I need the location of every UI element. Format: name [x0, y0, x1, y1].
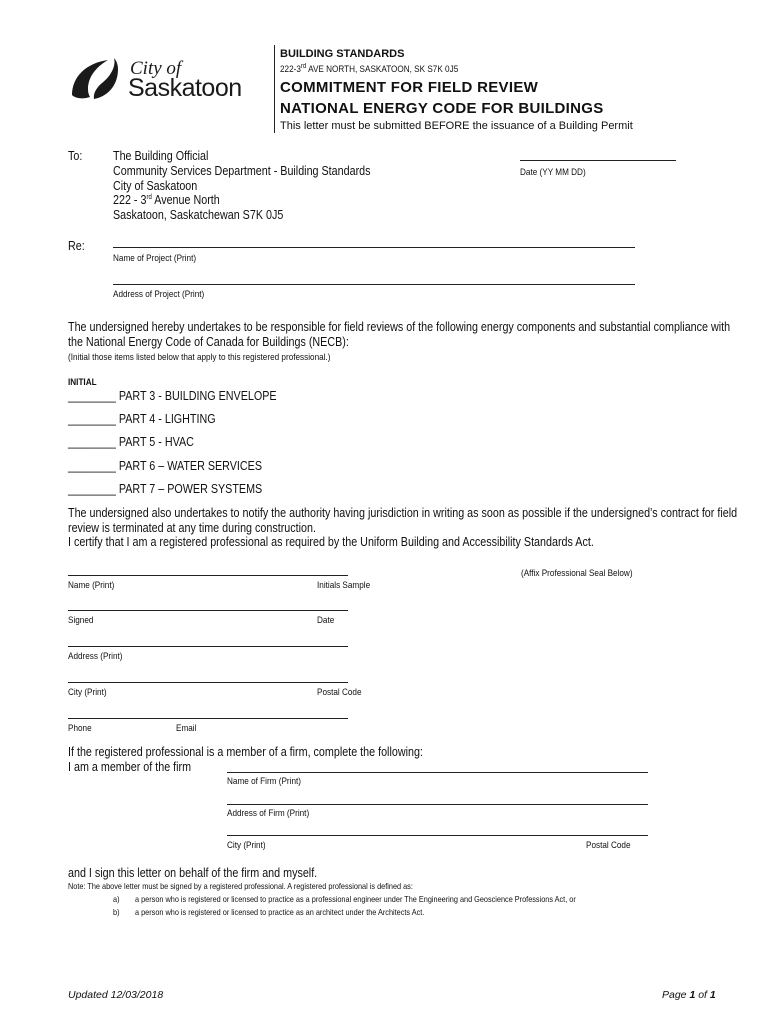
address-label: Address (Print): [68, 651, 123, 662]
phone-email-field[interactable]: [68, 718, 348, 719]
note-item-b-marker: b): [113, 907, 120, 917]
date-sign-label: Date: [317, 615, 335, 626]
to-line5: Saskatoon, Saskatchewan S7K 0J5: [113, 208, 284, 222]
postal-label: Postal Code: [317, 687, 362, 698]
to-line1: The Building Official: [113, 149, 209, 163]
to-line4: 222 - 3rd Avenue North: [113, 193, 220, 207]
project-address-field[interactable]: [113, 284, 635, 285]
to-line2: Community Services Department - Building Standards: [113, 164, 371, 178]
part6-label: PART 6 – WATER SERVICES: [118, 459, 263, 473]
part4-item[interactable]: [68, 412, 216, 426]
signed-field[interactable]: [68, 610, 348, 611]
name-field[interactable]: [68, 575, 348, 576]
part7-initial-blank[interactable]: ________: [68, 482, 116, 496]
firm-city-field[interactable]: [227, 835, 648, 836]
initials-label: Initials Sample: [317, 580, 371, 591]
statement-line1: The undersigned hereby undertakes to be responsible for field reviews of the following energy components and substantial compliance with: [68, 320, 731, 334]
city-field[interactable]: [68, 682, 348, 683]
project-name-label: Name of Project (Print): [113, 253, 197, 264]
part3-label: PART 3 - BUILDING ENVELOPE: [118, 389, 277, 403]
undertaking-line2: review is terminated at any time during construction.: [68, 521, 316, 535]
part5-label: PART 5 - HVAC: [118, 435, 194, 449]
part6-initial-blank[interactable]: ________: [68, 459, 116, 473]
footer-page: Page 1 of 1: [662, 989, 716, 1001]
saskatoon-logo-icon: [66, 55, 122, 103]
part5-initial-blank[interactable]: ________: [68, 435, 116, 449]
city-logo: [66, 55, 251, 105]
note-item-a-text: a person who is registered or licensed to practice as a professional engineer under The Engineering and Geoscience Professions Act, or: [135, 894, 576, 904]
city-label: City (Print): [68, 687, 107, 698]
statement-line2: the National Energy Code of Canada for Buildings (NECB):: [68, 335, 349, 349]
email-label: Email: [176, 723, 197, 734]
phone-label: Phone: [68, 723, 92, 734]
undertaking-line3: I certify that I am a registered professional as required by the Uniform Building and Accessibility Standards Act.: [68, 535, 594, 549]
form-title-line2: NATIONAL ENERGY CODE FOR BUILDINGS: [280, 100, 604, 117]
part3-initial-blank[interactable]: ________: [68, 389, 116, 403]
initial-header: INITIAL: [68, 377, 97, 388]
project-address-label: Address of Project (Print): [113, 289, 205, 300]
logo-city-of: City of: [130, 58, 182, 79]
part7-item[interactable]: [68, 482, 262, 496]
part5-item[interactable]: [68, 435, 194, 449]
department-address: 222-3rd AVE NORTH, SASKATOON, SK S7K 0J5: [280, 63, 459, 76]
firm-closing: and I sign this letter on behalf of the firm and myself.: [68, 866, 318, 880]
date-field[interactable]: [520, 160, 676, 161]
firm-address-label: Address of Firm (Print): [227, 808, 310, 819]
form-title-line1: COMMITMENT FOR FIELD REVIEW: [280, 79, 539, 96]
note-text: Note: The above letter must be signed by a registered professional. A registered professional is defined as:: [68, 881, 413, 891]
to-label: To:: [68, 149, 83, 163]
name-label: Name (Print): [68, 580, 115, 591]
firm-postal-label: Postal Code: [586, 840, 631, 851]
firm-name-label: Name of Firm (Print): [227, 776, 302, 787]
part3-item[interactable]: [68, 389, 277, 403]
note-item-a-marker: a): [113, 894, 120, 904]
firm-address-field[interactable]: [227, 804, 648, 805]
undertaking-line1: The undersigned also undertakes to notify the authority having jurisdiction in writing as soon as possible if the undersigned’s contract for field: [68, 506, 738, 520]
signed-label: Signed: [68, 615, 94, 626]
re-label: Re:: [68, 239, 85, 253]
part4-label: PART 4 - LIGHTING: [118, 412, 216, 426]
logo-saskatoon: Saskatoon: [128, 74, 242, 102]
firm-member-label: I am a member of the firm: [68, 760, 192, 774]
firm-name-field[interactable]: [227, 772, 648, 773]
form-subtitle: This letter must be submitted BEFORE the issuance of a Building Permit: [280, 120, 633, 132]
address-field[interactable]: [68, 646, 348, 647]
part4-initial-blank[interactable]: ________: [68, 412, 116, 426]
department-name: BUILDING STANDARDS: [280, 48, 405, 60]
to-line3: City of Saskatoon: [113, 179, 198, 193]
date-label: Date (YY MM DD): [520, 167, 586, 178]
firm-city-label: City (Print): [227, 840, 266, 851]
header-divider: [274, 45, 275, 133]
project-name-field[interactable]: [113, 247, 635, 248]
note-item-b-text: a person who is registered or licensed to practice as an architect under the Architects Act.: [135, 907, 425, 917]
statement-note: (Initial those items listed below that apply to this registered professional.): [68, 352, 331, 363]
seal-label: (Affix Professional Seal Below): [521, 568, 633, 579]
part6-item[interactable]: [68, 459, 262, 473]
footer-updated: Updated 12/03/2018: [68, 989, 164, 1001]
firm-intro: If the registered professional is a member of a firm, complete the following:: [68, 745, 423, 759]
part7-label: PART 7 – POWER SYSTEMS: [118, 482, 263, 496]
